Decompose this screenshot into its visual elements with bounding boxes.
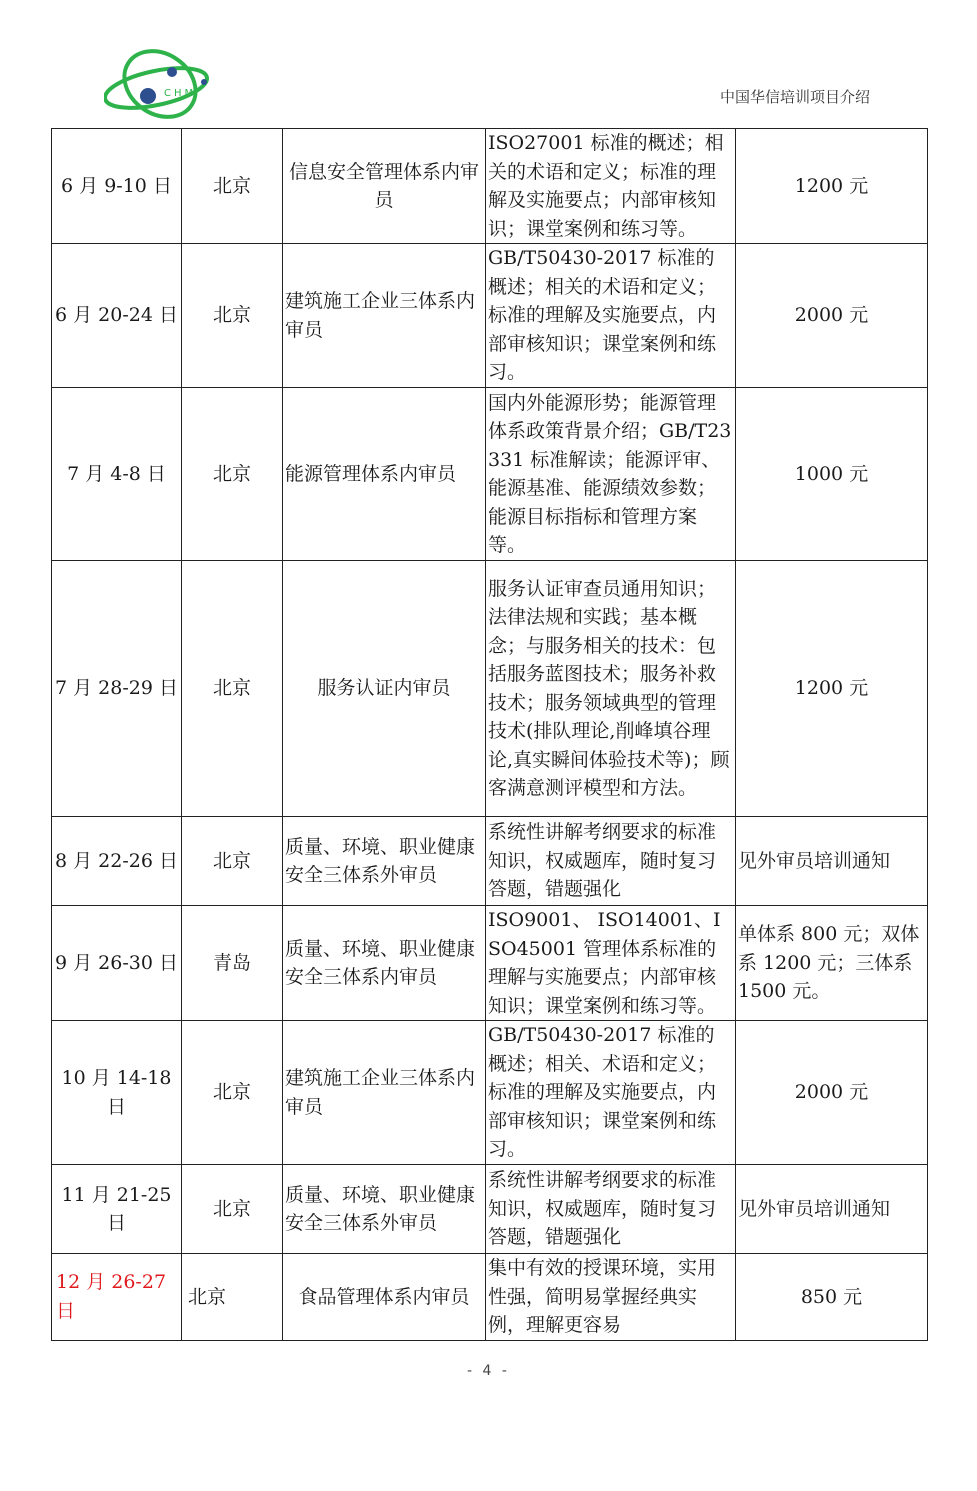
course-cell: 质量、环境、职业健康安全三体系内审员 [283, 906, 486, 1021]
fee-cell: 1200 元 [736, 561, 928, 817]
course-cell: 食品管理体系内审员 [283, 1254, 486, 1341]
course-cell: 信息安全管理体系内审员 [283, 129, 486, 244]
content-cell: 国内外能源形势；能源管理体系政策背景介绍；GB/T23331 标准解读；能源评审、能源基准、能源绩效参数；能源目标指标和管理方案等。 [486, 388, 736, 561]
date-cell: 6 月 9-10 日 [52, 129, 182, 244]
city-cell: 北京 [182, 1254, 283, 1341]
table-row [52, 561, 928, 817]
fee-cell: 1000 元 [736, 388, 928, 561]
course-cell: 建筑施工企业三体系内审员 [283, 244, 486, 388]
fee-cell: 见外审员培训通知 [736, 817, 928, 906]
header-title: 中国华信培训项目介绍 [720, 88, 871, 106]
date-cell: 6 月 20-24 日 [52, 244, 182, 388]
city-cell: 北京 [182, 561, 283, 817]
course-cell: 质量、环境、职业健康安全三体系外审员 [283, 817, 486, 906]
city-cell: 北京 [182, 129, 283, 244]
chm-logo [104, 44, 216, 126]
fee-cell: 850 元 [736, 1254, 928, 1341]
content-cell: GB/T50430-2017 标准的概述；相关的术语和定义；标准的理解及实施要点，内部审核知识；课堂案例和练习。 [486, 244, 736, 388]
table-row [52, 1165, 928, 1254]
table-row [52, 129, 928, 244]
city-cell: 青岛 [182, 906, 283, 1021]
course-cell: 质量、环境、职业健康安全三体系外审员 [283, 1165, 486, 1254]
fee-cell: 1200 元 [736, 129, 928, 244]
table-row [52, 1021, 928, 1165]
course-cell: 建筑施工企业三体系内审员 [283, 1021, 486, 1165]
content-cell: 系统性讲解考纲要求的标准知识，权威题库，随时复习答题，错题强化 [486, 817, 736, 906]
content-cell: ISO27001 标准的概述；相关的术语和定义；标准的理解及实施要点；内部审核知识；课堂案例和练习等。 [486, 129, 736, 244]
city-cell: 北京 [182, 1021, 283, 1165]
svg-text:CHM: CHM [164, 88, 197, 99]
content-cell: 系统性讲解考纲要求的标准知识，权威题库，随时复习答题，错题强化 [486, 1165, 736, 1254]
date-cell: 7 月 4-8 日 [52, 388, 182, 561]
date-cell: 11 月 21-25 日 [52, 1165, 182, 1254]
city-cell: 北京 [182, 817, 283, 906]
table-row [52, 388, 928, 561]
fee-cell: 2000 元 [736, 244, 928, 388]
date-cell: 7 月 28-29 日 [52, 561, 182, 817]
training-schedule-table [51, 128, 928, 1341]
content-cell: 服务认证审查员通用知识；法律法规和实践；基本概念；与服务相关的技术：包括服务蓝图技术；服务补救技术；服务领域典型的管理技术(排队理论,削峰填谷理论,真实瞬间体验技术等)；顾客满意测评模型和方法。 [486, 561, 736, 817]
city-cell: 北京 [182, 1165, 283, 1254]
course-cell: 服务认证内审员 [283, 561, 486, 817]
content-cell: GB/T50430-2017 标准的概述；相关、术语和定义；标准的理解及实施要点，内部审核知识；课堂案例和练习。 [486, 1021, 736, 1165]
date-cell: 8 月 22-26 日 [52, 817, 182, 906]
fee-cell: 2000 元 [736, 1021, 928, 1165]
content-cell: 集中有效的授课环境，实用性强，简明易掌握经典实例，理解更容易 [486, 1254, 736, 1341]
page-number: - 4 - [467, 1363, 510, 1379]
date-cell: 9 月 26-30 日 [52, 906, 182, 1021]
date-cell: 12 月 26-27 日 [52, 1254, 182, 1341]
table-row [52, 906, 928, 1021]
table-row [52, 1254, 928, 1341]
city-cell: 北京 [182, 388, 283, 561]
fee-cell: 单体系 800 元；双体系 1200 元；三体系 1500 元。 [736, 906, 928, 1021]
city-cell: 北京 [182, 244, 283, 388]
date-cell: 10 月 14-18 日 [52, 1021, 182, 1165]
table-row [52, 817, 928, 906]
course-cell: 能源管理体系内审员 [283, 388, 486, 561]
table-row [52, 244, 928, 388]
fee-cell: 见外审员培训通知 [736, 1165, 928, 1254]
content-cell: ISO9001、 ISO14001、ISO45001 管理体系标准的理解与实施要点；内部审核知识；课堂案例和练习等。 [486, 906, 736, 1021]
